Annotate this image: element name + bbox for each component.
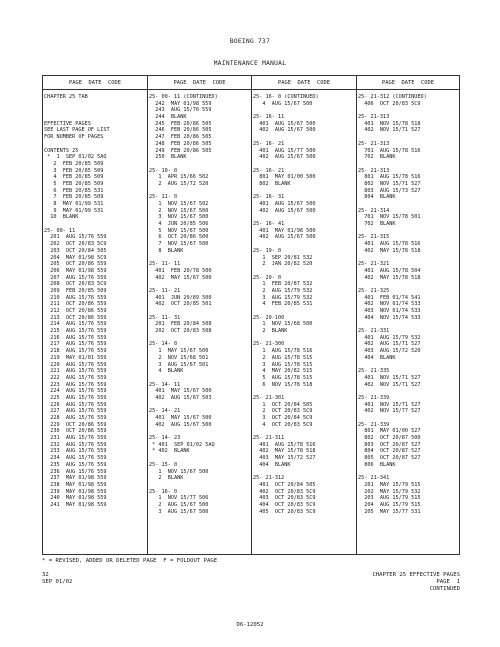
- page-entry: 401 MAY 01/98 500: [253, 227, 316, 234]
- page-entry: 402 MAY 15/78 518: [358, 247, 421, 254]
- page-entry: 1 NOV 15/77 506: [149, 495, 209, 502]
- page-entry: 25- 21-314: [358, 207, 390, 214]
- page-entry: 8 BLANK: [149, 247, 184, 254]
- page-entry: 401 FEB 01/74 541: [358, 294, 421, 301]
- page-entry: 5 FEB 20/85 509: [44, 180, 104, 187]
- column-lines: [357, 90, 459, 515]
- page-entry: 25- 00- 11: [44, 227, 76, 234]
- page-entry: [253, 188, 356, 195]
- page-entry: 245 FEB 20/86 505: [149, 120, 212, 127]
- page-entry: 205 MAY 15/77 531: [358, 508, 421, 515]
- page-entry: 406 OCT 20/83 5C9: [358, 100, 421, 107]
- page-entry: 205 OCT 20/86 559: [44, 261, 107, 268]
- page-entry: 6 FEB 20/85 531: [44, 187, 104, 194]
- page-entry: 25- 16- 21: [253, 140, 285, 147]
- page-entry: 25- 11- 11: [149, 261, 181, 268]
- page-entry: 401 NOV 15/71 527: [358, 401, 421, 408]
- page-entry: [149, 402, 251, 409]
- page-entry: 238 MAY 01/98 559: [44, 481, 107, 488]
- page-entry: 247 FEB 20/86 505: [149, 134, 212, 141]
- page-entry: 401 AUG 15/78 504: [358, 267, 421, 274]
- page-entry: 1 FEB 20/87 532: [253, 281, 313, 288]
- page-entry: [358, 107, 459, 114]
- page-entry: 204 MAY 01/98 5C9: [44, 254, 107, 261]
- column-header: PAGE DATE CODE: [252, 76, 356, 90]
- page-entry: 401 AUG 15/67 500: [253, 201, 316, 207]
- page-entry: 201 FEB 20/84 508: [149, 321, 212, 328]
- page-entry: [149, 375, 251, 382]
- page-entry: 402 NOV 01/74 533: [358, 301, 421, 308]
- page-entry: 402 NOV 15/71 527: [358, 127, 421, 134]
- page-entry: [358, 134, 459, 141]
- page-entry: 25- 21-325: [358, 287, 390, 294]
- page-entry: 401 AUG 15/67 500: [253, 120, 316, 127]
- manual-title: BOEING 737: [229, 38, 271, 45]
- page-entry: 25- 16- 31: [253, 194, 285, 201]
- page-entry: [358, 201, 459, 208]
- page-entry: 403 MAY 15/72 527: [253, 455, 316, 462]
- page-entry: 401 AUG 15/77 500: [253, 147, 316, 154]
- page-entry: 402 OCT 20/83 5C9: [253, 488, 316, 495]
- page-entry: 232 AUG 15/76 559: [44, 441, 107, 448]
- page-entry: [253, 388, 356, 395]
- page-entry: 249 FEB 20/86 505: [149, 147, 212, 154]
- page-entry: 25- 20-100: [253, 314, 285, 321]
- page-entry: 25- 14- 21: [149, 408, 181, 415]
- page-entry: [149, 281, 251, 288]
- page-entry: 211 OCT 20/86 559: [44, 301, 107, 308]
- page-entry: [253, 161, 356, 168]
- page-entry: 802 OCT 20/87 500: [358, 435, 421, 442]
- page-entry: 1 NOV 15/67 500: [149, 468, 209, 475]
- page-entry: [358, 228, 459, 235]
- page-entry: 2 FEB 20/85 509: [44, 160, 104, 167]
- page-entry: FOR NUMBER OF PAGES: [44, 134, 104, 141]
- page-entry: 25- 15- 0: [149, 461, 178, 468]
- page-entry: [149, 161, 251, 168]
- page-entry: 25- 21-312 (CONTINUED): [358, 94, 427, 100]
- page-entry: 210 AUG 15/76 559: [44, 294, 107, 301]
- page-entry: 25- 10- 0: [149, 167, 178, 174]
- footer-page-number: 32: [42, 572, 49, 578]
- page-entry: 246 FEB 20/86 505: [149, 127, 212, 134]
- page-entry: 4 MAY 20/82 515: [253, 368, 313, 375]
- page-entry: 402 OCT 20/85 501: [149, 301, 212, 308]
- page-entry: 3 OCT 20/84 5C9: [253, 415, 313, 421]
- page-entry: [149, 455, 251, 462]
- column-header: PAGE DATE CODE: [43, 76, 147, 90]
- page-entry: 1 NOV 15/67 502: [149, 201, 209, 207]
- page-entry: 202 OCT 20/83 508: [149, 328, 212, 335]
- page-entry: 207 AUG 15/76 559: [44, 274, 107, 281]
- page-entry: 204 AUG 15/79 515: [358, 501, 421, 508]
- page-entry: 401 MAY 15/67 500: [149, 388, 212, 395]
- page-entry: 6 OCT 20/86 500: [149, 234, 209, 241]
- page-entry: 25- 16- 0: [149, 488, 178, 495]
- page-entry: 404 BLANK: [253, 461, 291, 468]
- page-entry: [253, 134, 356, 141]
- page-entry: 3 NOV 15/67 500: [149, 214, 209, 221]
- page-entry: 202 MAY 15/79 532: [358, 488, 421, 495]
- page-entry: 404 BLANK: [358, 354, 396, 361]
- page-entry: 403 OCT 20/83 5C9: [253, 495, 316, 502]
- page-entry: * 1 SEP 01/02 5AQ: [44, 154, 107, 161]
- footer-section-title: CHAPTER 25 EFFECTIVE PAGES: [372, 572, 460, 578]
- column-4: [356, 76, 459, 554]
- page-entry: 8 MAY 01/99 531: [44, 201, 104, 207]
- page-entry: * 401 SEP 01/02 5AQ: [149, 441, 215, 448]
- page-entry: 2 OCT 20/83 5C9: [253, 408, 313, 415]
- page-entry: 7 NOV 15/67 500: [149, 241, 209, 248]
- column-3: [251, 76, 356, 554]
- page-entry: 206 MAY 01/98 559: [44, 267, 107, 274]
- page-entry: 25- 14- 23: [149, 435, 181, 442]
- page-entry: [253, 107, 356, 114]
- page-entry: 218 AUG 15/76 559: [44, 348, 107, 355]
- page-entry: 223 AUG 15/76 559: [44, 381, 107, 388]
- page-entry: 402 AUG 15/67 500: [149, 421, 212, 428]
- page-entry: 250 BLANK: [149, 154, 187, 161]
- page-entry: 6 NOV 15/78 518: [253, 381, 313, 388]
- page-entry: [358, 388, 459, 395]
- manual-subtitle: MAINTENANCE MANUAL: [213, 60, 287, 67]
- page-entry: 405 OCT 20/83 5C9: [253, 508, 316, 515]
- page-entry: [44, 107, 147, 114]
- page-entry: 9 MAY 01/99 531: [44, 207, 104, 214]
- page-entry: 801 AUG 15/78 516: [358, 174, 421, 181]
- page-entry: 25- 11- 0: [149, 194, 178, 201]
- page-entry: 2 AUG 15/72 520: [149, 180, 209, 187]
- page-entry: [253, 308, 356, 315]
- page-entry: 403 NOV 01/74 533: [358, 308, 421, 314]
- page-entry: [358, 415, 459, 422]
- page-entry: 2 JAN 20/82 520: [253, 261, 313, 268]
- page-entry: 25- 21-311: [253, 435, 285, 442]
- page-entry: [44, 114, 147, 121]
- page-entry: * 402 BLANK: [149, 448, 190, 455]
- page-entry: 3 AUG 15/79 532: [253, 294, 313, 301]
- page-entry: 402 NOV 15/71 527: [358, 381, 421, 388]
- page-entry: [253, 469, 356, 476]
- page-entry: [253, 241, 356, 248]
- page-entry: 25- 16- 21: [253, 167, 285, 174]
- page-entry: 10 BLANK: [44, 214, 79, 221]
- page-entry: 25- 19- 0: [253, 247, 282, 254]
- page-entry: 401 OCT 20/84 505: [253, 481, 316, 488]
- page-entry: 401 MAY 15/67 500: [149, 415, 212, 421]
- page-entry: 224 AUG 15/76 559: [44, 388, 107, 395]
- page-entry: 222 AUG 15/76 559: [44, 374, 107, 381]
- page-entry: [358, 321, 459, 328]
- page-entry: 242 MAY 01/98 559: [149, 100, 212, 107]
- page-entry: 25- 21-321: [358, 261, 390, 268]
- page-entry: 2 BLANK: [149, 475, 184, 482]
- page-entry: 2 NOV 15/67 500: [149, 207, 209, 214]
- page-entry: 803 OCT 20/87 527: [358, 441, 421, 448]
- page-entry: 5 NOV 15/67 500: [149, 227, 209, 234]
- column-lines: [148, 90, 251, 515]
- column-lines: [43, 90, 147, 509]
- page-entry: 25- 00- 11 (CONTINUED): [149, 94, 218, 100]
- page-entry: 25- 21-301: [253, 394, 285, 401]
- page-entry: 803 AUG 15/73 527: [358, 187, 421, 194]
- page-entry: 25- 16- 41: [253, 221, 285, 228]
- footer-date: SEP 01/02: [42, 579, 73, 585]
- page-entry: SEE LAST PAGE OF LIST: [44, 127, 110, 134]
- page-entry: 203 AUG 15/79 515: [358, 495, 421, 502]
- page-entry: 229 OCT 20/86 559: [44, 421, 107, 428]
- page-entry: 404 NOV 15/74 533: [358, 314, 421, 321]
- page-entry: [358, 281, 459, 288]
- page-entry: [44, 101, 147, 108]
- page-entry: 401 AUG 15/79 532: [358, 334, 421, 341]
- page-entry: 801 MAY 01/00 527: [358, 428, 421, 435]
- page-entry: 2 AUG 15/67 500: [149, 501, 209, 508]
- page-entry: 25- 21-335: [358, 368, 390, 375]
- page-entry: 231 AUG 15/76 559: [44, 435, 107, 442]
- page-entry: 25- 11- 31: [149, 314, 181, 321]
- page-entry: CHAPTER 25 TAB: [44, 94, 88, 100]
- page-entry: 2 AUG 15/78 515: [253, 354, 313, 361]
- page-entry: [253, 268, 356, 275]
- page-entry: 401 AUG 15/78 516: [253, 441, 316, 448]
- page-entry: [358, 362, 459, 369]
- page-entry: 203 OCT 20/84 505: [44, 247, 107, 254]
- footer-continued: CONTINUED: [429, 586, 460, 592]
- page-entry: [149, 188, 251, 195]
- page-entry: 402 AUG 15/67 500: [253, 127, 316, 134]
- page-entry: 25- 21-339: [358, 421, 390, 428]
- page-entry: [358, 469, 459, 476]
- page-entry: 401 JUN 20/89 500: [149, 294, 212, 301]
- page-entry: 217 AUG 15/76 559: [44, 341, 107, 348]
- page-entry: 243 AUG 15/76 559: [149, 107, 212, 114]
- page-entry: 4 JUN 20/85 506: [149, 221, 209, 228]
- page-entry: 806 BLANK: [358, 461, 396, 468]
- page-entry: 230 OCT 20/86 559: [44, 428, 107, 435]
- page-entry: 202 OCT 20/83 5C9: [44, 241, 107, 248]
- page-entry: 402 MAY 15/67 500: [149, 274, 212, 281]
- page-entry: 244 BLANK: [149, 114, 187, 121]
- page-entry: 25- 21-331: [358, 328, 390, 335]
- page-entry: CONTENTS 25: [44, 147, 79, 154]
- page-entry: EFFECTIVE PAGES: [44, 120, 91, 127]
- page-entry: 201 AUG 15/76 559: [44, 234, 107, 241]
- page-entry: 4 BLANK: [149, 368, 184, 375]
- page-entry: 227 AUG 15/76 559: [44, 408, 107, 415]
- page-entry: [149, 255, 251, 262]
- page-entry: 1 AUG 15/78 516: [253, 348, 313, 355]
- page-entry: 402 AUG 15/67 500: [253, 234, 316, 241]
- page-entry: 702 BLANK: [358, 221, 396, 228]
- page-entry: 233 AUG 15/76 559: [44, 448, 107, 455]
- page-entry: 5 AUG 15/78 515: [253, 374, 313, 381]
- page-entry: 1 NOV 15/68 500: [253, 321, 313, 328]
- page-entry: 25- 21-313: [358, 114, 390, 121]
- effective-pages-table: [42, 75, 460, 555]
- page-entry: 212 OCT 20/86 559: [44, 308, 107, 314]
- page-entry: [253, 335, 356, 342]
- page-entry: 25- 16- 11: [253, 114, 285, 121]
- page-entry: [358, 255, 459, 262]
- page-entry: 240 MAY 01/98 559: [44, 495, 107, 502]
- page-entry: 702 BLANK: [358, 154, 396, 161]
- page-entry: 3 AUG 15/67 500: [149, 508, 209, 515]
- page-entry: [149, 482, 251, 489]
- page-entry: 401 NOV 15/71 527: [358, 374, 421, 381]
- page-entry: 216 AUG 15/76 559: [44, 334, 107, 341]
- page-entry: 802 NOV 15/71 527: [358, 180, 421, 187]
- page-entry: 4 FEB 20/85 509: [44, 174, 104, 181]
- page-entry: 804 BLANK: [358, 194, 396, 201]
- page-entry: [149, 428, 251, 435]
- page-entry: 225 AUG 15/76 559: [44, 394, 107, 401]
- page-entry: 25- 21-315: [358, 234, 390, 241]
- page-entry: 1 MAY 15/67 500: [149, 348, 209, 355]
- page-entry: 25- 21-339: [358, 394, 390, 401]
- page-entry: [44, 141, 147, 148]
- column-2: [147, 76, 251, 554]
- page-entry: 805 OCT 20/87 527: [358, 455, 421, 462]
- page-entry: 4 AUG 15/67 500: [253, 100, 313, 107]
- page-entry: 25- 16- 0 (CONTINUED): [253, 94, 319, 100]
- page-entry: 25- 20- 0: [253, 274, 282, 281]
- page-entry: 248 FEB 20/86 505: [149, 140, 212, 147]
- page-entry: 1 SEP 20/81 532: [253, 254, 313, 261]
- page-entry: 25- 21-300: [253, 341, 285, 348]
- page-entry: 401 AUG 15/78 516: [358, 241, 421, 248]
- page-entry: 401 FEB 20/78 500: [149, 267, 212, 274]
- column-1: [43, 76, 147, 554]
- page-entry: 235 AUG 15/76 559: [44, 461, 107, 468]
- page-entry: 2 BLANK: [253, 328, 288, 335]
- page-entry: 1 APR 15/66 502: [149, 174, 209, 181]
- page-entry: 802 BLANK: [253, 180, 291, 187]
- page-entry: 234 AUG 15/76 559: [44, 455, 107, 462]
- page-entry: 403 AUG 15/72 520: [358, 348, 421, 355]
- page-entry: 2 AUG 15/79 532: [253, 287, 313, 294]
- page-entry: 25- 21-312: [253, 475, 285, 482]
- page-entry: 701 AUG 15/78 516: [358, 147, 421, 154]
- page-entry: 7 FEB 20/85 509: [44, 194, 104, 201]
- column-header: PAGE DATE CODE: [148, 76, 251, 90]
- page-entry: 214 AUG 15/76 559: [44, 321, 107, 328]
- page-entry: 209 FEB 20/85 509: [44, 287, 107, 294]
- page-entry: 25- 21-313: [358, 167, 390, 174]
- page-entry: 239 MAY 01/98 559: [44, 488, 107, 495]
- page-entry: 201 MAY 15/79 515: [358, 481, 421, 488]
- page-entry: [44, 221, 147, 228]
- page-entry: 213 OCT 20/86 559: [44, 314, 107, 321]
- page-entry: 402 AUG 15/67 503: [149, 394, 212, 401]
- page-entry: 25- 21-341: [358, 475, 390, 482]
- page-entry: 3 AUG 15/67 501: [149, 361, 209, 368]
- page-entry: 401 NOV 15/78 518: [358, 120, 421, 127]
- page-entry: 226 AUG 15/76 559: [44, 401, 107, 408]
- page-entry: [358, 161, 459, 168]
- page-entry: 3 AUG 15/78 515: [253, 361, 313, 368]
- page-entry: 4 FEB 20/85 531: [253, 301, 313, 308]
- page-entry: 2 NOV 15/68 501: [149, 354, 209, 361]
- column-lines: [252, 90, 356, 515]
- page-entry: 402 AUG 15/67 500: [253, 207, 316, 214]
- page-entry: 208 OCT 20/83 5C9: [44, 281, 107, 288]
- page-entry: 25- 14- 0: [149, 341, 178, 348]
- page-entry: 3 FEB 20/85 509: [44, 167, 104, 174]
- page-entry: 804 OCT 20/87 527: [358, 448, 421, 455]
- page-entry: 25- 11- 21: [149, 287, 181, 294]
- page-entry: [149, 308, 251, 315]
- page-entry: 220 AUG 15/76 559: [44, 361, 107, 368]
- page-entry: 215 AUG 15/76 559: [44, 328, 107, 335]
- page-entry: [149, 335, 251, 342]
- page-entry: 402 AUG 15/67 500: [253, 154, 316, 161]
- document-number: D6-12052: [236, 622, 264, 628]
- page-entry: 1 OCT 20/84 505: [253, 401, 313, 408]
- page-entry: 221 AUG 15/76 559: [44, 368, 107, 375]
- page-entry: [253, 214, 356, 221]
- page-entry: 402 NOV 15/77 527: [358, 408, 421, 415]
- page-entry: [253, 428, 356, 435]
- column-header: PAGE DATE CODE: [357, 76, 459, 90]
- page-entry: 402 MAY 15/78 518: [358, 274, 421, 281]
- page-entry: 404 OCT 20/83 5C9: [253, 501, 316, 508]
- page-entry: 241 MAY 01/98 559: [44, 501, 107, 508]
- page-entry: 228 AUG 15/76 559: [44, 415, 107, 421]
- page-entry: 219 MAY 01/01 559: [44, 354, 107, 361]
- page-entry: 701 NOV 15/78 501: [358, 214, 421, 221]
- page-entry: 236 AUG 15/76 559: [44, 468, 107, 475]
- page-entry: 801 MAY 01/00 500: [253, 174, 316, 181]
- page-entry: 4 OCT 20/83 5C9: [253, 421, 313, 428]
- page-entry: 237 MAY 01/98 559: [44, 475, 107, 482]
- page-entry: 25- 14- 11: [149, 381, 181, 388]
- revision-legend: * = REVISED, ADDED OR DELETED PAGE F = FOLDOUT PAGE: [42, 558, 218, 564]
- page-entry: 402 MAY 15/78 518: [253, 448, 316, 455]
- footer-page-label: PAGE 1: [436, 579, 460, 585]
- page-entry: 402 AUG 15/71 527: [358, 341, 421, 348]
- page-entry: 25- 21-313: [358, 140, 390, 147]
